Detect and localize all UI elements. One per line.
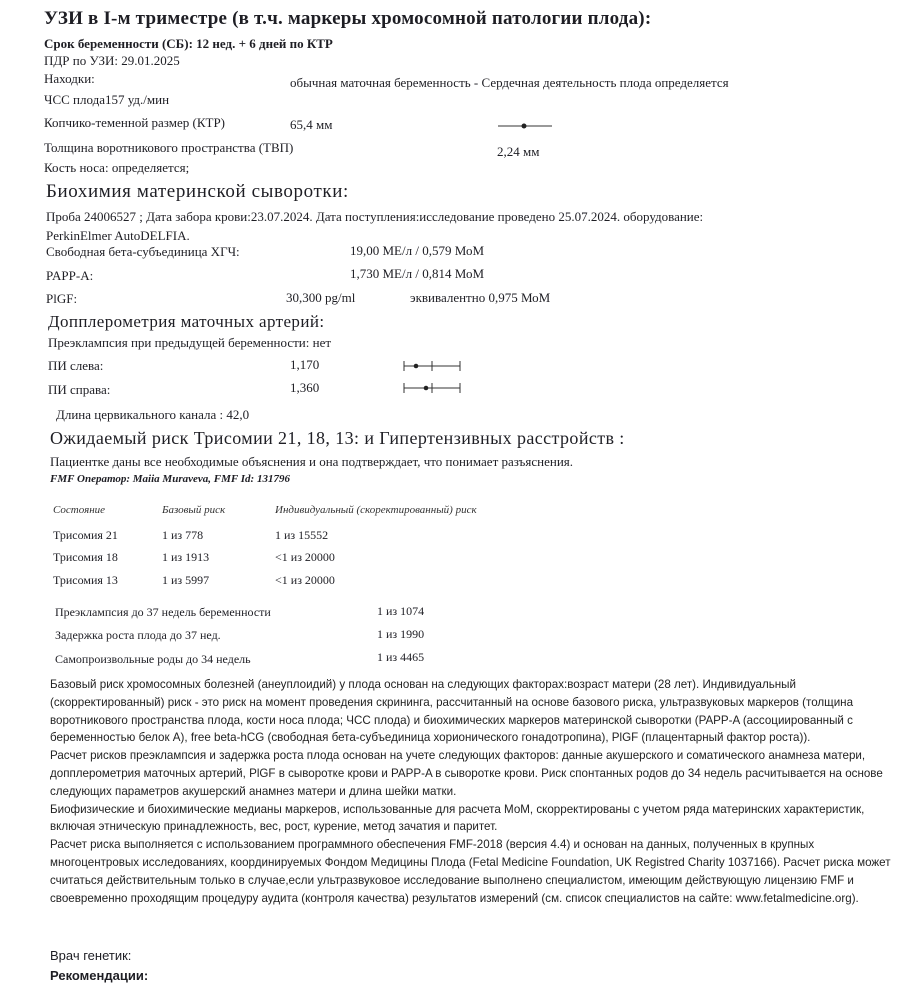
pi-left-range-marker	[402, 359, 464, 373]
pi-right-range-marker	[402, 381, 464, 395]
sample-info: Проба 24006527 ; Дата забора крови:23.07.2024. Дата поступления:исследование проведено 25.07.2024. оборудование:	[46, 209, 704, 224]
table-row: Трисомия 13	[53, 573, 118, 587]
table-row-individual: 1 из 15552	[275, 528, 329, 542]
hcg-label: Свободная бета-субъединица ХГЧ:	[46, 244, 240, 259]
pappa-label: PAPP-A:	[46, 268, 94, 283]
pi-left-value: 1,170	[290, 357, 320, 372]
due-date: ПДР по УЗИ: 29.01.2025	[44, 53, 180, 68]
pappa-value: 1,730 МЕ/л / 0,814 МоМ	[350, 266, 485, 281]
list-item: Преэклампсия до 37 недель беременности	[55, 605, 271, 619]
pi-right-label: ПИ справа:	[48, 382, 111, 397]
paragraph-software: Расчет риска выполняется с использованием программного обеспечения FMF-2018 (версия 4.4) и основан на данных, полученных в крупных многоцентровых исследованиях, координируемых Фондом Медицины Плода (Fetal Medicine Foundation, UK Registred Charity 1037166). Расчет риска может считаться действительным только в случае,если ультразвуковое исследование выполнено специалистом, имеющим действующую лицензию FMF и своевременно проходящим процедуру аудита (контроля качества) результатов измерений (см. список специалистов на сайте: www.fetalmedicine.org).	[50, 838, 891, 905]
findings-value: обычная маточная беременность - Сердечная деятельность плода определяется	[290, 75, 729, 90]
table-row: Трисомия 21	[53, 528, 118, 542]
hcg-value: 19,00 МЕ/л / 0,579 МоМ	[350, 243, 485, 258]
fetal-heart-rate: ЧСС плода157 уд./мин	[44, 92, 170, 107]
col-base-risk-header: Базовый риск	[162, 504, 226, 516]
list-item: Самопроизвольные роды до 34 недель	[55, 652, 251, 666]
nt-label: Толщина воротникового пространства (ТВП)	[44, 140, 294, 155]
explanation-note: Пациентке даны все необходимые объяснения и она подтверждает, что понимает разъяснения.	[50, 454, 574, 469]
paragraph-preeclampsia-calc: Расчет рисков преэклампсия и задержка роста плода основан на учете следующих факторов: данные акушерского и соматического анамнеза матери, допплерометрия маточных артерий, PlGF в сыворотке крови и PAPP-A в сыворотке крови. Риск спонтанных родов до 34 недель расчитывается на основе следующих параметров акушерский анамнез матери и длина шейки матки.	[50, 749, 883, 798]
biochem-heading: Биохимия материнской сыворотки:	[46, 181, 349, 202]
table-row: Трисомия 18	[53, 550, 118, 564]
table-row-individual: <1 из 20000	[275, 550, 335, 564]
table-row-base: 1 из 778	[162, 528, 204, 542]
fmf-operator: FMF Оператор: Maiia Muraveva, FMF Id: 131796	[50, 473, 290, 485]
equipment: PerkinElmer AutoDELFIA.	[46, 228, 190, 243]
paragraph-medians: Биофизические и биохимические медианы маркеров, использованные для расчета МоМ, скорректированы с учетом ряда материнских характеристик, включая этническую принадлежность, вес, рост, курение, метод зачатия и паритет.	[50, 802, 865, 834]
risk-heading: Ожидаемый риск Трисомии 21, 18, 13: и Гипертензивных расстройств :	[50, 428, 625, 448]
crl-range-marker	[496, 120, 556, 132]
methodology-text	[50, 676, 895, 907]
plgf-value: 30,300 pg/ml	[286, 290, 356, 305]
list-item-value: 1 из 4465	[377, 650, 425, 664]
plgf-equivalent: эквивалентно 0,975 МоМ	[410, 290, 551, 305]
paragraph-base-risk: Базовый риск хромосомных болезней (анеуплоидий) у плода основан на следующих факторах:возраст матери (28 лет). Индивидуальный (скорректированный) риск - это риск на момент проведения скрининга, рассчитанный на основе базового риска, ультразвуковых маркеров (толщина воротникового пространства плода, кости носа плода; ЧСС плода) и биохимических маркеров материнской сыворотки (PAPP-A (ассоциированный с беременностью белок А), free beta-hCG (свободная бета-субъединица хорионического гонадотропина), PlGF (плацентарный фактор роста)).	[50, 678, 854, 745]
table-row-base: 1 из 1913	[162, 550, 210, 564]
list-item-value: 1 из 1074	[377, 604, 425, 618]
list-item-value: 1 из 1990	[377, 627, 425, 641]
table-row-base: 1 из 5997	[162, 573, 210, 587]
pi-right-value: 1,360	[290, 380, 320, 395]
plgf-label: PlGF:	[46, 291, 78, 306]
col-condition-header: Состояние	[53, 504, 106, 516]
doppler-heading: Допплерометрия маточных артерий:	[48, 312, 325, 331]
table-row-individual: <1 из 20000	[275, 573, 335, 587]
list-item: Задержка роста плода до 37 нед.	[55, 628, 221, 642]
preeclampsia-history: Преэклампсия при предыдущей беременности: нет	[48, 335, 332, 350]
geneticist-label: Врач генетик:	[50, 948, 132, 963]
nasal-bone: Кость носа: определяется;	[44, 160, 190, 175]
cervical-length: Длина цервикального канала : 42,0	[56, 407, 250, 422]
pi-left-label: ПИ слева:	[48, 358, 104, 373]
page-title: УЗИ в I-м триместре (в т.ч. маркеры хромосомной патологии плода):	[44, 8, 652, 29]
gestation-term: Срок беременности (СБ): 12 нед. + 6 дней по КТР	[44, 36, 333, 51]
nt-value: 2,24 мм	[497, 144, 540, 159]
crl-label: Копчико-теменной размер (КТР)	[44, 115, 225, 130]
col-individual-risk-header: Индивидуальный (скоректированный) риск	[275, 504, 477, 516]
findings-label: Находки:	[44, 71, 95, 86]
recommendations-label: Рекомендации:	[50, 968, 149, 983]
crl-value: 65,4 мм	[290, 117, 333, 132]
